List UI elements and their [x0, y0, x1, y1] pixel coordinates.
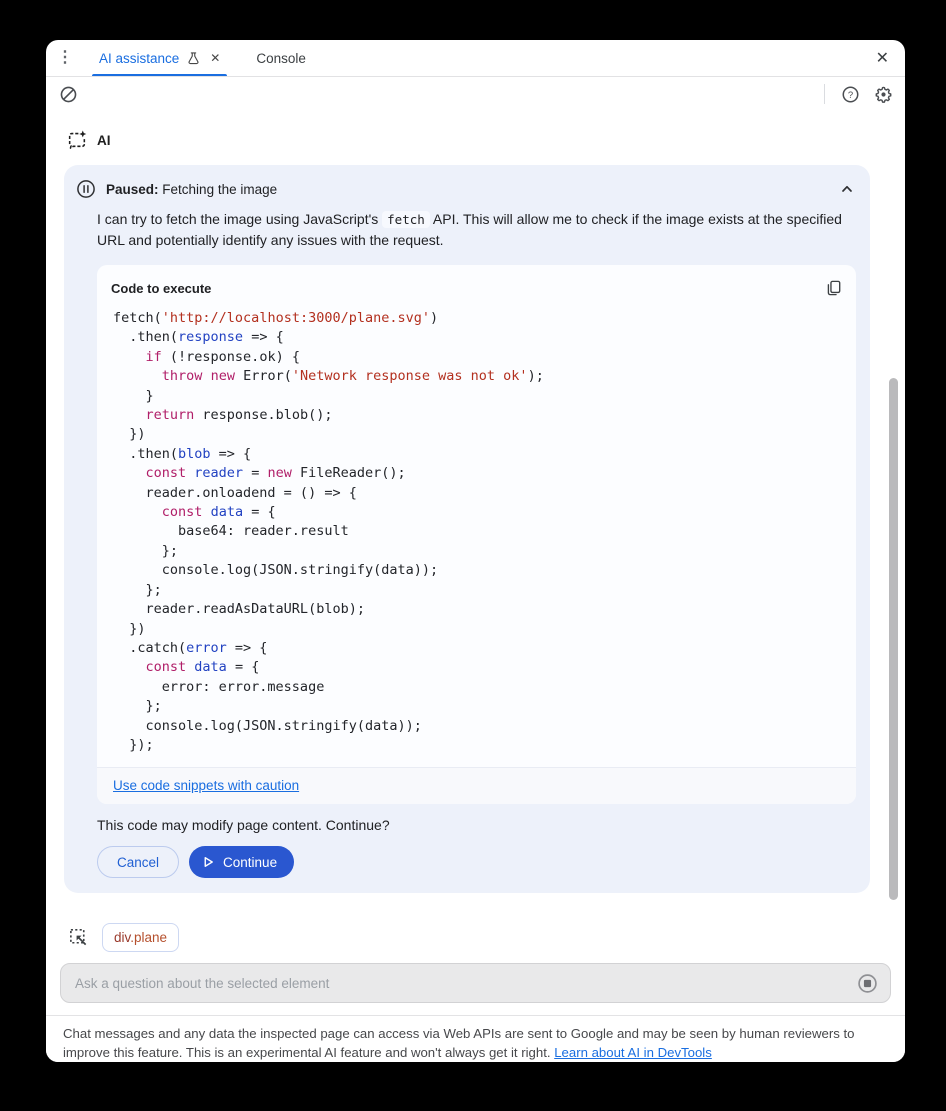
- play-icon: [202, 855, 215, 869]
- confirm-actions: [97, 846, 856, 878]
- scrollbar-thumb[interactable]: [889, 378, 898, 900]
- inspect-element-icon[interactable]: [68, 927, 89, 948]
- clear-chat-icon[interactable]: [59, 85, 78, 104]
- continue-button-label: Continue: [223, 854, 278, 870]
- selector-class: .plane: [130, 930, 168, 945]
- pause-icon: [76, 179, 96, 199]
- more-menu-icon[interactable]: ⋮: [57, 49, 73, 66]
- code-content: fetch('http://localhost:3000/plane.svg') .then(response => { if (!response.ok) { throw new Error('Network response was not ok'); } return response.blob(); }) .then(blob => { const reader = new FileReader(); reader.onloadend = () => { const data = { base64: reader.result }; console.log(JSON.stringify(data)); }; reader.readAsDataURL(blob); }) .catch(error => { const data = { error: error.message }; console.log(JSON.stringify(data)); });: [113, 310, 544, 753]
- paused-title: [106, 182, 277, 197]
- tab-ai-assistance[interactable]: [90, 40, 229, 76]
- code-block-title: Code to execute: [111, 280, 212, 296]
- cancel-button-label: Cancel: [117, 854, 160, 870]
- selector-tag: div: [114, 930, 131, 945]
- copy-code-icon[interactable]: [823, 277, 844, 299]
- disclaimer-text: Chat messages and any data the inspected page can access via Web APIs are sent to Google and may be seen by human reviewers to improve this feature. This is an experimental AI feature and won't always get it right.: [63, 1026, 855, 1060]
- panel-close-icon[interactable]: ✕: [875, 50, 889, 67]
- code-caution-link[interactable]: Use code snippets with caution: [113, 778, 300, 794]
- selected-element-chip[interactable]: [102, 923, 179, 952]
- description-text: API. This will allow me to check if the image exists at the specified URL and potentially identify any issues with the request.: [97, 211, 842, 248]
- tab-ai-assistance-label: AI assistance: [99, 50, 180, 66]
- tab-close-icon[interactable]: ✕: [210, 51, 221, 65]
- continue-button[interactable]: [189, 846, 294, 878]
- stop-generating-icon[interactable]: [857, 973, 878, 994]
- chevron-up-icon[interactable]: [838, 180, 856, 198]
- paused-step-card: [64, 165, 870, 893]
- confirm-text: This code may modify page content. Continue?: [97, 817, 390, 834]
- toolbar-divider: [824, 84, 825, 104]
- code-block: [97, 265, 856, 804]
- cancel-button[interactable]: [97, 846, 179, 878]
- learn-about-ai-link[interactable]: Learn about AI in DevTools: [554, 1045, 712, 1060]
- devtools-ai-assistance-panel: [46, 40, 905, 1062]
- svg-text:?: ?: [847, 89, 854, 101]
- prompt-input-container[interactable]: [60, 963, 891, 1003]
- paused-label: Paused:: [106, 181, 159, 197]
- chat-area: [46, 110, 905, 905]
- toolbar: [46, 77, 905, 112]
- description-text: I can try to fetch the image using JavaScript's: [97, 211, 383, 227]
- tab-console[interactable]: [247, 40, 315, 76]
- paused-step-header[interactable]: [76, 177, 856, 201]
- step-description: [97, 209, 850, 251]
- tab-bar: [46, 40, 905, 77]
- ai-message-header: [66, 126, 905, 154]
- experiment-flask-icon: [186, 51, 201, 66]
- ai-sparkle-icon: [66, 129, 88, 151]
- inline-code-fetch: fetch: [382, 211, 430, 228]
- tab-console-label: Console: [256, 50, 306, 66]
- code-block-header: [97, 265, 856, 303]
- prompt-input[interactable]: [73, 975, 857, 992]
- paused-step-name: Fetching the image: [162, 181, 278, 197]
- ai-sender-label: AI: [97, 132, 111, 148]
- settings-gear-icon[interactable]: [874, 85, 893, 104]
- help-icon[interactable]: [841, 85, 860, 104]
- code-block-footer: [97, 767, 856, 804]
- prompt-area: [46, 905, 905, 1062]
- disclaimer: [46, 1015, 905, 1062]
- selected-element-row: [68, 923, 905, 952]
